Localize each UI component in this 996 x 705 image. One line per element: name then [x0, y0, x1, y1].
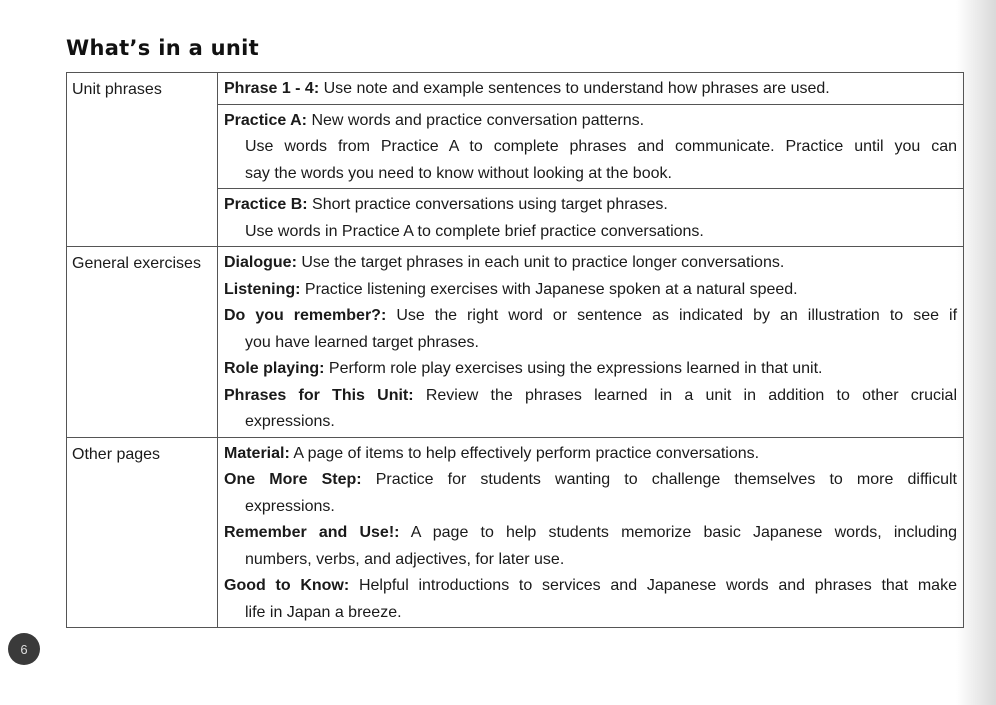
category-label: Other pages — [72, 445, 161, 463]
entry-term: Remember and Use!: — [224, 524, 400, 541]
unit-contents-table — [66, 72, 964, 628]
entry-detail: Use words in Practice A to complete brief practice conversations. — [245, 222, 704, 240]
entry-continuation: expressions. — [245, 497, 335, 515]
entry-detail: Use words from Practice A to complete phrases and communicate. Practice until you can — [245, 138, 957, 155]
entry-box — [218, 247, 963, 437]
entry-text: New words and practice conversation patterns. — [311, 111, 645, 129]
entry-box — [218, 188, 963, 246]
entry-term: Practice B: — [224, 196, 308, 213]
entry-box — [218, 104, 963, 189]
page-title: What’s in a unit — [66, 36, 259, 60]
entry-term: Do you remember?: — [224, 307, 387, 324]
entry-continuation: expressions. — [245, 413, 335, 430]
entry-term: Phrase 1 - 4: — [224, 80, 320, 97]
entry-term: Practice A: — [224, 111, 307, 129]
entry-term: Dialogue: — [224, 254, 297, 271]
entry-text: Helpful introductions to services and Japanese words and phrases that make — [358, 577, 957, 594]
entry-text: Short practice conversations using target phrases. — [312, 196, 668, 213]
page-number: 6 — [20, 641, 28, 657]
entry-term: Phrases for This Unit: — [224, 386, 414, 404]
entry-term: One More Step: — [224, 471, 362, 488]
entry-continuation: numbers, verbs, and adjectives, for later use. — [245, 550, 565, 568]
entry-box — [218, 73, 963, 104]
table-row — [67, 437, 964, 628]
entry-text: Perform role play exercises using the expressions learned in that unit. — [328, 360, 823, 377]
entry-text: A page to help students memorize basic Japanese words, including — [410, 524, 958, 541]
entry-term: Listening: — [224, 280, 301, 298]
entry-continuation: you have learned target phrases. — [245, 333, 479, 351]
details-cell — [218, 437, 964, 628]
category-cell — [67, 247, 218, 438]
details-cell — [218, 73, 964, 247]
entry-text: Practice for students wanting to challenge themselves to more difficult — [375, 471, 957, 488]
entry-text: Use note and example sentences to understand how phrases are used. — [323, 80, 830, 97]
category-cell — [67, 437, 218, 628]
entry-box — [218, 438, 963, 628]
details-cell — [218, 247, 964, 438]
category-cell — [67, 73, 218, 247]
entry-text: Practice listening exercises with Japanese spoken at a natural speed. — [304, 280, 798, 298]
table-row — [67, 247, 964, 438]
table-row — [67, 73, 964, 247]
entry-text: Use the right word or sentence as indicated by an illustration to see if — [396, 307, 958, 324]
category-label: General exercises — [72, 255, 201, 272]
entry-term: Material: — [224, 444, 290, 462]
entry-text: Use the target phrases in each unit to practice longer conversations. — [301, 254, 785, 271]
category-label: Unit phrases — [72, 81, 162, 98]
entry-text: A page of items to help effectively perform practice conversations. — [293, 444, 760, 462]
entry-text: Review the phrases learned in a unit in addition to other crucial — [425, 386, 958, 404]
page-number-badge — [8, 633, 40, 665]
entry-term: Good to Know: — [224, 577, 350, 594]
entry-continuation: life in Japan a breeze. — [245, 603, 402, 621]
entry-term: Role playing: — [224, 360, 325, 377]
entry-detail: say the words you need to know without looking at the book. — [245, 164, 672, 182]
